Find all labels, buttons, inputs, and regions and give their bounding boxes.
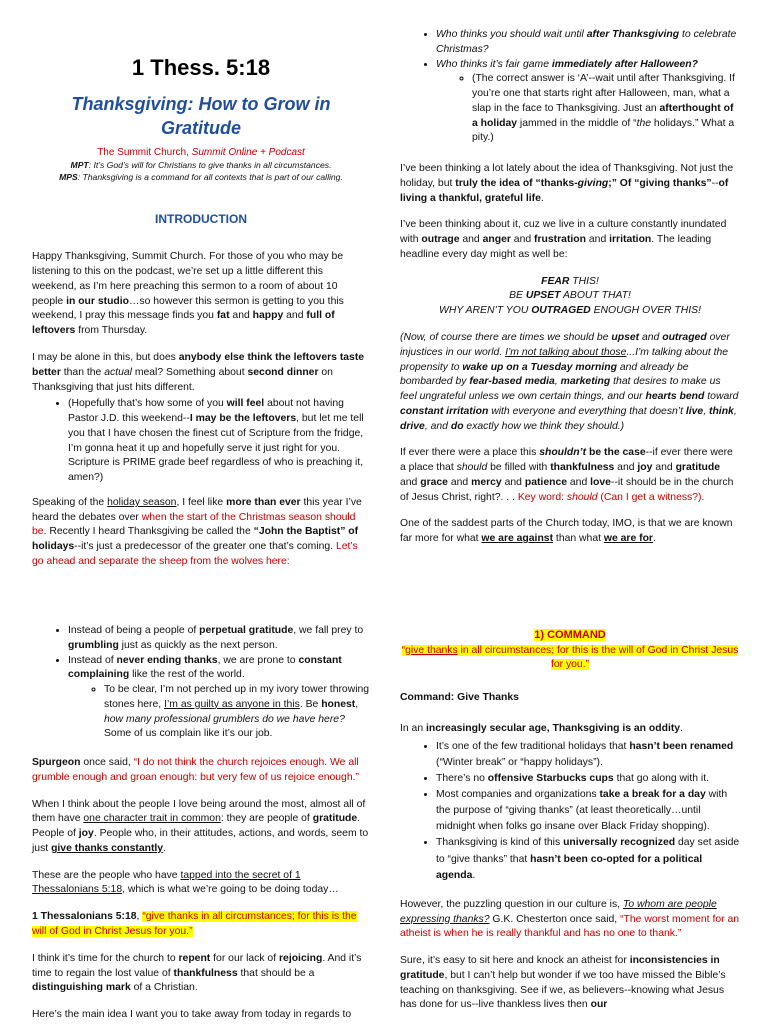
- intro-bullets: [32, 397, 370, 486]
- intro-heading: INTRODUCTION: [155, 212, 247, 227]
- bl-paragraph-6: Here’s the main idea I want you to take away from today in regards to: [32, 1009, 352, 1021]
- sermon-subtitle: Thanksgiving: How to Grow in Gratitude: [71, 94, 331, 138]
- church-line: [32, 146, 370, 160]
- command-subheading: Command: Give Thanks: [400, 692, 519, 704]
- mpt-line: MPT: It’s God’s will for Christians to give thanks in all circumstances.: [70, 160, 332, 171]
- poll-questions: [400, 28, 740, 146]
- list-item: • Instead of never ending thanks, we are prone to constant complaining like the rest of the world. ◦ To be clear, I’m not perched up in my ivory tower throwing stones here, I’m as guilty as anyone in this. Be honest, how many professional grumblers do we have here? Some of us complain like it’s our job.: [68, 654, 370, 743]
- spurgeon-quote: Spurgeon once said, “I do not think the church rejoices enough. We all grumble enough and groan enough: but very few of us rejoice enough.”: [32, 757, 359, 783]
- church-media: Summit Online + Podcast: [191, 147, 305, 159]
- command-verse: “give thanks in all circumstances; for this is the will of God in Christ Jesus for you.”: [401, 644, 739, 671]
- page-top-right: [400, 28, 740, 552]
- church-name: The Summit Church,: [97, 147, 192, 159]
- headline-line: BE UPSET ABOUT THAT!: [509, 290, 631, 302]
- bl-paragraph-3: These are the people who have tapped into the secret of 1 Thessalonians 5:18, which is what we’re going to be doing today…: [32, 869, 339, 896]
- list-item: ◦ (The correct answer is ‘A’--wait until after Thanksgiving. If you’re one that starts right after Halloween, man, what a slap in the face to Thanksgiving. Just an afterthought of a holiday jammed in the middle of “the holidays.” What a pity.): [472, 72, 740, 146]
- chesterton-paragraph: However, the puzzling question in our culture is, To whom are people expressing thanks? G.K. Chesterton once said, “The worst moment for an atheist is when he is really thankful and has no one to thank.”: [400, 898, 740, 940]
- thanksgiving-bullets: [400, 739, 740, 884]
- sub-list: [68, 683, 370, 742]
- page-top-left: [32, 42, 370, 567]
- tr-paragraph-5: One of the saddest parts of the Church today, IMO, is that we are known far more for what we are against than what we are for.: [400, 518, 733, 545]
- list-item: ◦ To be clear, I’m not perched up in my ivory tower throwing stones here, I’m as guilty as anyone in this. Be honest, how many professional grumblers do we have here? Some of us complain like it’s our job.: [104, 683, 370, 742]
- list-item: • Thanksgiving is kind of this universally recognized day set aside to “give thanks” that hasn’t been co-opted for a political agenda.: [436, 835, 740, 883]
- sub-list: [436, 72, 740, 146]
- intro-paragraph-3: Speaking of the holiday season, I feel like more than ever this year I’ve heard the debates over when the start of the Christmas season should be. Recently I heard Thanksgiving be called the “John the Baptist” of holidays--it’s just a predecessor of the greater one that’s coming. Let’s go ahead and separate the sheep from the wolves here:: [32, 496, 362, 567]
- point-heading: 1) COMMAND: [534, 629, 606, 641]
- intro-paragraph-2: I may be alone in this, but does anybody else think the leftovers taste better than the actual meal? Something about second dinner on Thanksgiving that just hits different.: [32, 352, 365, 393]
- list-item: • It’s one of the few traditional holidays that hasn’t been renamed (“Winter break” or “happy holidays”).: [436, 739, 740, 771]
- list-item: • Who thinks you should wait until after Thanksgiving to celebrate Christmas?: [436, 28, 740, 58]
- tr-paragraph-2: I’ve been thinking about it, cuz we live in a culture constantly inundated with outrage and anger and frustration and irritation. The leading headline every day might as well be:: [400, 219, 727, 260]
- sermon-title: 1 Thess. 5:18: [131, 55, 271, 80]
- br-paragraph-3: Sure, it’s easy to sit here and knock an atheist for inconsistencies in gratitude, but I can’t help but wonder if we too have missed the Bible’s teaching on thanksgiving. See if we, as believers--knowing what Jesus has done for us--live thankless lives then our: [400, 955, 726, 1011]
- tr-paragraph-4: If ever there were a place this shouldn’t be the case--if ever there were a place that should be filled with thankfulness and joy and gratitude and grace and mercy and patience and love--it should be in the church of Jesus Christ, right?. . . Key word: should (Can I get a witness?).: [400, 447, 734, 503]
- bl-paragraph-2: When I think about the people I love being around the most, almost all of them have one character trait in common: they are people of gratitude. People of joy. People who, in their attitudes, actions, and words, seem to just give thanks constantly.: [32, 798, 369, 854]
- bl-paragraph-5: I think it’s time for the church to repent for our lack of rejoicing. And it’s time to regain the lost value of thankfulness that should be a distinguishing mark of a Christian.: [32, 952, 362, 994]
- mps-line: MPS: Thanksgiving is a command for all contexts that is part of our calling.: [59, 171, 343, 182]
- key-verse: 1 Thessalonians 5:18, “give thanks in all circumstances; for this is the will of God in Christ Jesus for you.”: [32, 911, 357, 938]
- tr-paragraph-3: (Now, of course there are times we should be upset and outraged over injustices in our world. I’m not talking about those...I’m talking about the propensity to wake up on a Tuesday morning and already be bombarded by fear-based media, marketing that desires to make us feel ungrateful unless we own certain things, and our hearts bend toward constant irritation with everyone and everything that doesn’t live, think, drive, and do exactly how we think they should.): [400, 332, 739, 432]
- list-item: • (Hopefully that’s how some of you will feel about not having Pastor J.D. this weekend--I may be the leftovers, but let me tell you that I have chosen the finest cut of Scripture from the fridge, I’m gonna heat it up and hopefully serve it just right for you. Scripture is PRIME grade beef regardless of who is preaching it, amen?): [68, 397, 370, 486]
- br-paragraph-1: In an increasingly secular age, Thanksgiving is an oddity.: [400, 722, 683, 734]
- headline-line: WHY AREN’T YOU OUTRAGED ENOUGH OVER THIS!: [439, 305, 701, 317]
- intro-paragraph-1: Happy Thanksgiving, Summit Church. For those of you who may be listening to this on the podcast, we’re set up a little different this weekend, as I’m here preaching this sermon to a room of about 10 people in our studio…so however this sermon is getting to you this weekend, I pray this message finds you fat and happy and full of leftovers from Thursday.: [32, 251, 344, 337]
- list-item: • Most companies and organizations take a break for a day with the purpose of “giving thanks” (at least theoretically…until midnight when folks go insane over Black Friday shopping).: [436, 787, 740, 835]
- headline-line: FEAR THIS!: [541, 275, 599, 287]
- list-item: • There’s no offensive Starbucks cups that go along with it.: [436, 771, 740, 787]
- page-bottom-left: [32, 624, 370, 1024]
- page-bottom-right: [400, 624, 740, 1024]
- headline-block: [400, 275, 740, 319]
- list-item: • Who thinks it’s fair game immediately after Halloween? ◦ (The correct answer is ‘A’--wait until after Thanksgiving. If you’re one that starts right after Halloween, man, what a slap in the face to Thanksgiving. Just an afterthought of a holiday jammed in the middle of “the holidays.” What a pity.): [436, 58, 740, 147]
- grumbling-bullets: [32, 624, 370, 742]
- tr-paragraph-1: I’ve been thinking a lot lately about the idea of Thanksgiving. Not just the holiday, but truly the idea of “thanks-giving;” Of “giving thanks”--of living a thankful, grateful life.: [400, 163, 734, 204]
- list-item: • Instead of being a people of perpetual gratitude, we fall prey to grumbling just as quickly as the next person.: [68, 624, 370, 654]
